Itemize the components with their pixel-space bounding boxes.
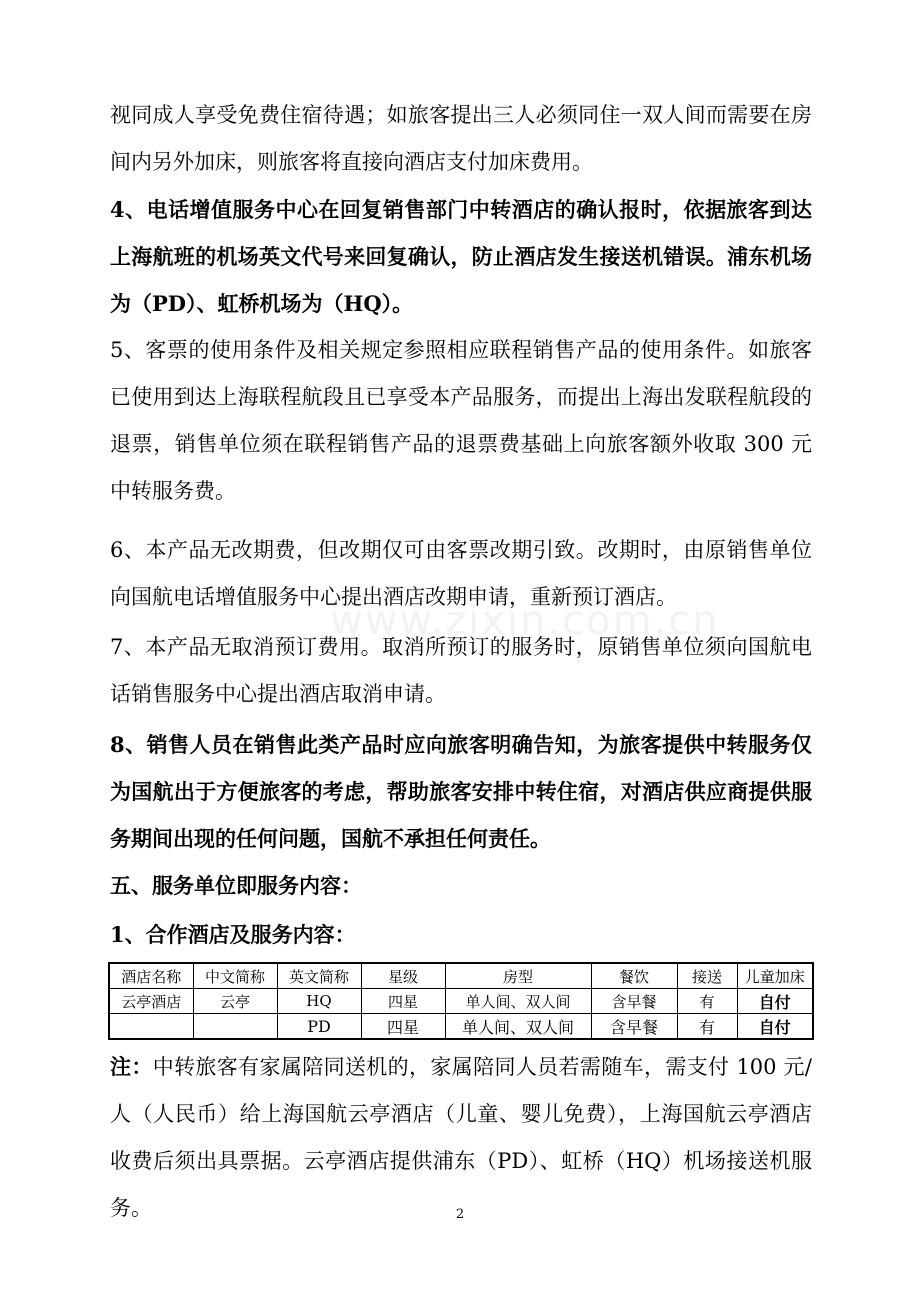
- table-cell: [109, 1014, 193, 1040]
- table-cell: 单人间、双人间: [445, 989, 591, 1014]
- table-row: [109, 989, 813, 1014]
- table-cell: 单人间、双人间: [445, 1014, 591, 1040]
- table-cell: 含早餐: [591, 1014, 677, 1040]
- paragraph-item-6: 6、本产品无改期费，但改期仅可由客票改期引致。改期时，由原销售单位向国航电话增值服务中心提出酒店改期申请，重新预订酒店。: [110, 538, 812, 609]
- table-header-row: [109, 963, 813, 989]
- table-cell: 四星: [361, 989, 445, 1014]
- table-header-cell: 餐饮: [591, 963, 677, 989]
- table-header-cell: 中文简称: [193, 963, 277, 989]
- table-cell: 含早餐: [591, 989, 677, 1014]
- table-header-cell: 房型: [445, 963, 591, 989]
- note-text: 中转旅客有家属陪同送机的，家属陪同人员若需随车，需支付 100 元/人（人民币）给上海国航云亭酒店（儿童、婴儿免费），上海国航云亭酒店收费后须出具票据。云亭酒店提供浦东（PD）、虹桥（HQ）机场接送机服务。: [110, 1055, 812, 1220]
- subsection-heading: 1、合作酒店及服务内容：: [110, 922, 356, 947]
- section-heading: 五、服务单位即服务内容：: [110, 873, 362, 898]
- paragraph-item-8: 8、销售人员在销售此类产品时应向旅客明确告知，为旅客提供中转服务仅为国航出于方便旅客的考虑，帮助旅客安排中转住宿，对酒店供应商提供服务期间出现的任何问题，国航不承担任何责任。: [110, 732, 812, 851]
- hotel-table: [108, 962, 814, 1040]
- page-number: 2: [455, 1207, 465, 1222]
- table-cell: 云亭: [193, 989, 277, 1014]
- paragraph-1: 视同成人享受免费住宿待遇；如旅客提出三人必须同住一双人间而需要在房间内另外加床，则旅客将直接向酒店支付加床费用。: [110, 103, 812, 174]
- table-cell: 自付: [737, 989, 813, 1014]
- table-cell: 有: [677, 1014, 737, 1040]
- table-cell: 云亭酒店: [109, 989, 193, 1014]
- table-cell: [193, 1014, 277, 1040]
- table-header-cell: 星级: [361, 963, 445, 989]
- note-paragraph: [110, 1043, 812, 1232]
- table-header-cell: 接送: [677, 963, 737, 989]
- table-row: [109, 1014, 813, 1040]
- table-cell: 有: [677, 989, 737, 1014]
- paragraph-item-5: 5、客票的使用条件及相关规定参照相应联程销售产品的使用条件。如旅客已使用到达上海联程航段且已享受本产品服务，而提出上海出发联程航段的退票，销售单位须在联程销售产品的退票费基础上向旅客额外收取 300 元中转服务费。: [110, 338, 812, 503]
- table-cell: 自付: [737, 1014, 813, 1040]
- watermark: www.zixin.com.cn: [330, 598, 720, 644]
- table-header-cell: 酒店名称: [109, 963, 193, 989]
- paragraph-item-4: 4、电话增值服务中心在回复销售部门中转酒店的确认报时，依据旅客到达上海航班的机场英文代号来回复确认，防止酒店发生接送机错误。浦东机场为（PD）、虹桥机场为（HQ）。: [110, 197, 812, 316]
- table-cell: 四星: [361, 1014, 445, 1040]
- table-cell: PD: [277, 1014, 361, 1040]
- note-label: 注：: [110, 1054, 153, 1079]
- table-header-cell: 英文简称: [277, 963, 361, 989]
- table-cell: HQ: [277, 989, 361, 1014]
- paragraph-item-7: 7、本产品无取消预订费用。取消所预订的服务时，原销售单位须向国航电话销售服务中心提出酒店取消申请。: [110, 635, 812, 706]
- table-header-cell: 儿童加床: [737, 963, 813, 989]
